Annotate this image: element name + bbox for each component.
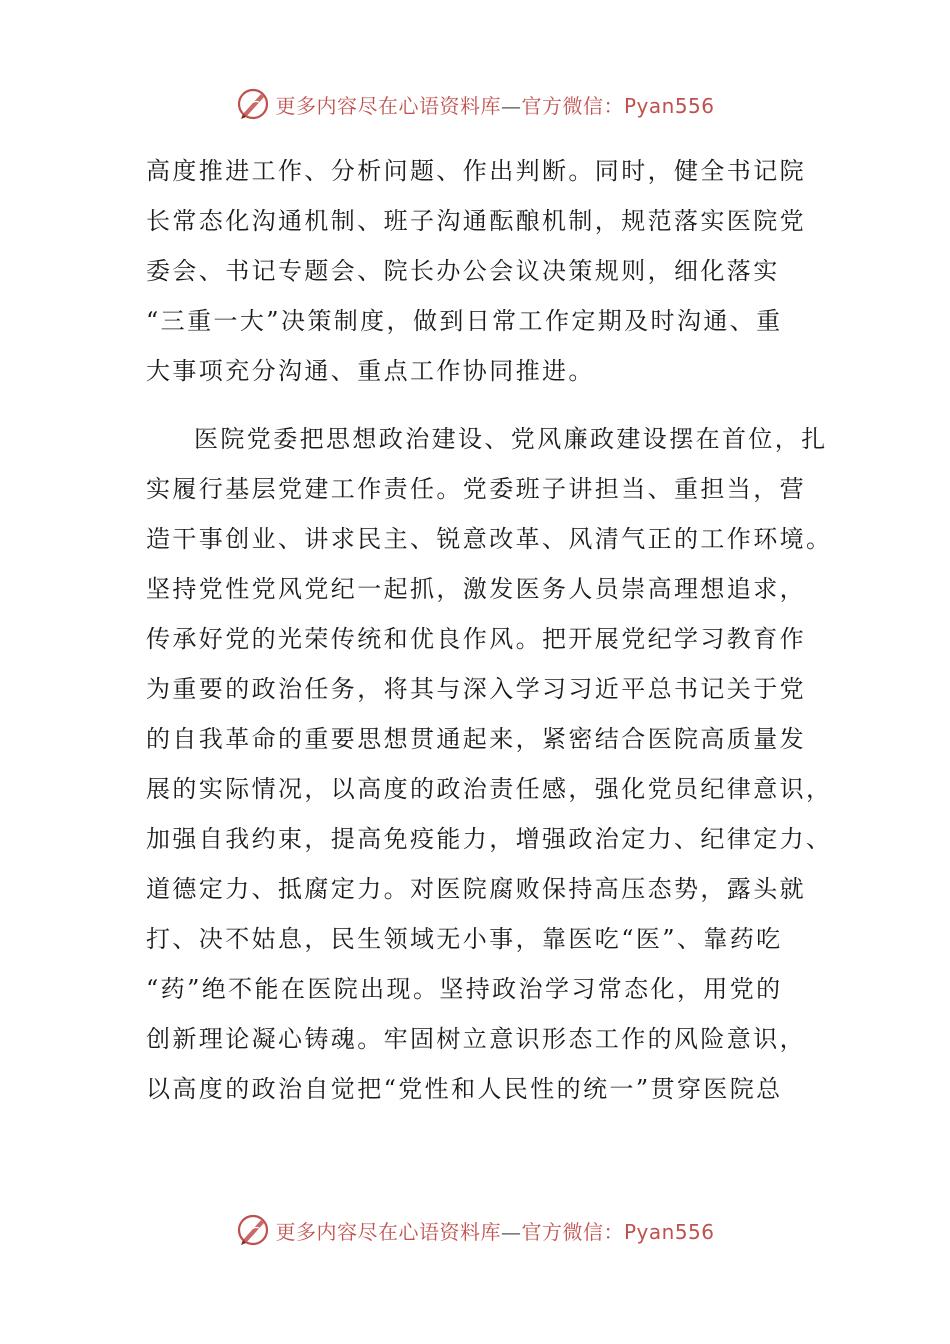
- text-line: “三重一大”决策制度，做到日常工作定期及时沟通、重: [146, 307, 783, 335]
- paragraph-spacer: [146, 396, 806, 414]
- banner-separator: —: [500, 1219, 522, 1244]
- text-line: 大事项充分沟通、重点工作协同推进。: [146, 357, 595, 385]
- banner-label: 官方微信：: [521, 1219, 624, 1244]
- banner-label: 官方微信：: [521, 93, 624, 118]
- banner-brand: 更多内容尽在心语资料库: [275, 1219, 501, 1244]
- pen-logo-icon: [235, 1212, 271, 1248]
- document-body: [146, 146, 833, 1114]
- banner-brand: 更多内容尽在心语资料库: [275, 93, 501, 118]
- text-line: 为重要的政治任务，将其与深入学习习近平总书记关于党: [146, 675, 806, 703]
- text-line: 造干事创业、讲求民主、锐意改革、风清气正的工作环境。: [146, 525, 833, 553]
- text-line: 坚持党性党风党纪一起抓，激发医务人员崇高理想追求，: [146, 575, 806, 603]
- text-line: 创新理论凝心铸魂。牢固树立意识形态工作的风险意识，: [146, 1025, 806, 1053]
- header-banner: [0, 82, 950, 126]
- pen-logo-icon: [235, 86, 271, 122]
- banner-separator: —: [500, 93, 522, 118]
- paragraph-1: [146, 146, 806, 396]
- text-line: 展的实际情况，以高度的政治责任感，强化党员纪律意识，: [146, 775, 833, 803]
- text-line: 传承好党的光荣传统和优良作风。把开展党纪学习教育作: [146, 625, 806, 653]
- footer-banner: [0, 1208, 950, 1252]
- text-line: 的自我革命的重要思想贯通起来，紧密结合医院高质量发: [146, 725, 806, 753]
- banner-text: [275, 1216, 714, 1245]
- banner-handle: Pyan556: [623, 1219, 715, 1244]
- text-line: 以高度的政治自觉把“党性和人民性的统一”贯穿医院总: [146, 1075, 783, 1103]
- text-line: 医院党委把思想政治建设、党风廉政建设摆在首位，扎: [194, 425, 828, 453]
- text-line: 加强自我约束，提高免疫能力，增强政治定力、纪律定力、: [146, 825, 833, 853]
- text-line: “药”绝不能在医院出现。坚持政治学习常态化，用党的: [146, 975, 783, 1003]
- text-line: 道德定力、抵腐定力。对医院腐败保持高压态势，露头就: [146, 875, 806, 903]
- banner-text: [275, 90, 714, 119]
- paragraph-2: [146, 414, 833, 1114]
- text-line: 长常态化沟通机制、班子沟通酝酿机制，规范落实医院党: [146, 207, 806, 235]
- text-line: 实履行基层党建工作责任。党委班子讲担当、重担当，营: [146, 475, 806, 503]
- text-line: 委会、书记专题会、院长办公会议决策规则，细化落实: [146, 257, 780, 285]
- text-line: 打、决不姑息，民生领域无小事，靠医吃“医”、靠药吃: [146, 925, 783, 953]
- banner-handle: Pyan556: [623, 93, 715, 118]
- text-line: 高度推进工作、分析问题、作出判断。同时，健全书记院: [146, 157, 806, 185]
